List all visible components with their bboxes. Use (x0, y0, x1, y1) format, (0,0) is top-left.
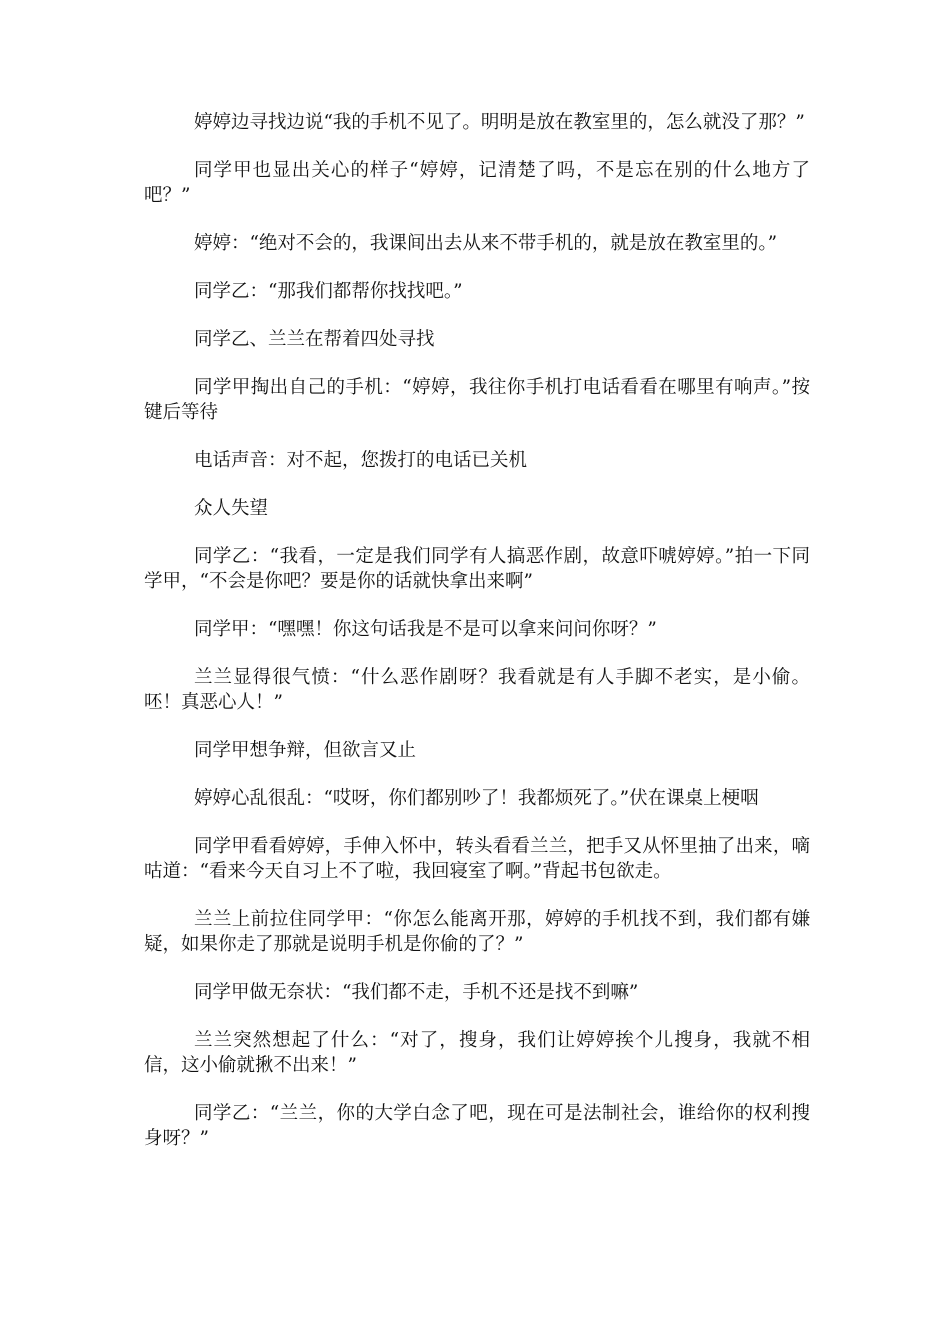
paragraph: 同学乙、兰兰在帮着四处寻找 (193, 329, 435, 350)
paragraph: 电话声音：对不起，您拨打的电话已关机 (193, 450, 527, 471)
paragraph: 同学甲想争辩，但欲言又止 (193, 740, 416, 761)
paragraph: 婷婷心乱很乱：“哎呀，你们都别吵了！我都烦死了。”伏在课桌上梗咽 (193, 788, 759, 809)
paragraph: 同学乙：“兰兰，你的大学白念了吧，现在可是法制社会，谁给你的权利搜身呀？” (144, 1103, 810, 1149)
paragraph: 兰兰显得很气愤：“什么恶作剧呀？我看就是有人手脚不老实，是小偷。呸！真恶心人！” (144, 667, 810, 713)
paragraph: 众人失望 (193, 498, 268, 519)
paragraph: 同学甲掏出自己的手机：“婷婷，我往你手机打电话看看在哪里有响声。”按键后等待 (144, 377, 810, 423)
paragraph: 婷婷边寻找边说“我的手机不见了。明明是放在教室里的，怎么就没了那？” (193, 112, 805, 133)
paragraph: 兰兰上前拉住同学甲：“你怎么能离开那，婷婷的手机找不到，我们都有嫌疑，如果你走了那就是说明手机是你偷的了？” (144, 909, 810, 955)
paragraph: 兰兰突然想起了什么：“对了，搜身，我们让婷婷挨个儿搜身，我就不相信，这小偷就揪不出来！” (144, 1030, 810, 1076)
paragraph: 同学乙：“那我们都帮你找找吧。” (193, 281, 463, 302)
paragraph: 同学甲做无奈状：“我们都不走，手机不还是找不到嘛” (193, 982, 639, 1003)
paragraph: 同学甲看看婷婷，手伸入怀中，转头看看兰兰，把手又从怀里抽了出来，嘀咕道：“看来今天自习上不了啦，我回寝室了啊。”背起书包欲走。 (144, 836, 810, 882)
paragraph: 同学甲也显出关心的样子“婷婷，记清楚了吗，不是忘在别的什么地方了吧？” (144, 160, 810, 206)
document-body (144, 110, 810, 1174)
paragraph: 同学乙：“我看，一定是我们同学有人搞恶作剧，故意吓唬婷婷。”拍一下同学甲，“不会是你吧？要是你的话就快拿出来啊” (144, 546, 810, 592)
paragraph: 婷婷：“绝对不会的，我课间出去从来不带手机的，就是放在教室里的。” (193, 233, 778, 254)
paragraph: 同学甲：“嘿嘿！你这句话我是不是可以拿来问问你呀？” (193, 619, 657, 640)
